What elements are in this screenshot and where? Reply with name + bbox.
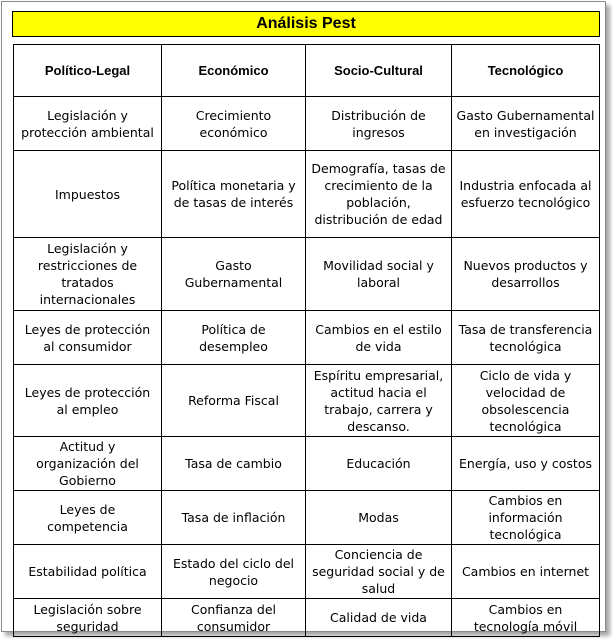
table-row [14,437,600,491]
table-row [14,545,600,599]
table-cell: Cambios en información tecnológica [452,491,600,545]
table-cell: Educación [306,437,452,491]
table-cell: Ciclo de vida y velocidad de obsolescencia tecnológica [452,365,600,437]
table-cell: Leyes de protección al empleo [14,365,162,437]
table-cell: Distribución de ingresos [306,97,452,151]
table-cell: Estabilidad política [14,545,162,599]
table-cell: Legislación y protección ambiental [14,97,162,151]
table-cell: Cambios en el estilo de vida [306,311,452,365]
table-cell: Cambios en internet [452,545,600,599]
table-cell: Espíritu empresarial, actitud hacia el trabajo, carrera y descanso. [306,365,452,437]
header-row [14,45,600,97]
table-cell: Movilidad social y laboral [306,238,452,311]
table-cell: Reforma Fiscal [162,365,306,437]
table-cell: Industria enfocada al esfuerzo tecnológico [452,151,600,238]
table-cell: Leyes de competencia [14,491,162,545]
table-cell: Cambios en tecnología móvil [452,599,600,637]
table-cell: Política de desempleo [162,311,306,365]
table-cell: Política monetaria y de tasas de interés [162,151,306,238]
table-cell: Impuestos [14,151,162,238]
table-cell: Legislación sobre seguridad [14,599,162,637]
table-cell: Estado del ciclo del negocio [162,545,306,599]
table-row [14,491,600,545]
pest-table [13,44,600,637]
document-frame [1,1,606,632]
table-cell: Tasa de inflación [162,491,306,545]
table-row [14,311,600,365]
table-cell: Gasto Gubernamental [162,238,306,311]
table-cell: Tasa de transferencia tecnológica [452,311,600,365]
table-cell: Conciencia de seguridad social y de salud [306,545,452,599]
header-socio-cultural: Socio-Cultural [306,45,452,97]
table-cell: Calidad de vida [306,599,452,637]
table-row [14,365,600,437]
table-cell: Confianza del consumidor [162,599,306,637]
table-cell: Crecimiento económico [162,97,306,151]
table-row [14,599,600,637]
table-row [14,97,600,151]
table-cell: Nuevos productos y desarrollos [452,238,600,311]
table-row [14,238,600,311]
header-tecnologico: Tecnológico [452,45,600,97]
table-cell: Energía, uso y costos [452,437,600,491]
page-title: Análisis Pest [12,11,600,37]
header-economico: Económico [162,45,306,97]
table-cell: Gasto Gubernamental en investigación [452,97,600,151]
table-cell: Tasa de cambio [162,437,306,491]
table-cell: Leyes de protección al consumidor [14,311,162,365]
table-row [14,151,600,238]
header-politico-legal: Político-Legal [14,45,162,97]
table-cell: Actitud y organización del Gobierno [14,437,162,491]
table-cell: Modas [306,491,452,545]
table-cell: Demografía, tasas de crecimiento de la población, distribución de edad [306,151,452,238]
table-cell: Legislación y restricciones de tratados internacionales [14,238,162,311]
